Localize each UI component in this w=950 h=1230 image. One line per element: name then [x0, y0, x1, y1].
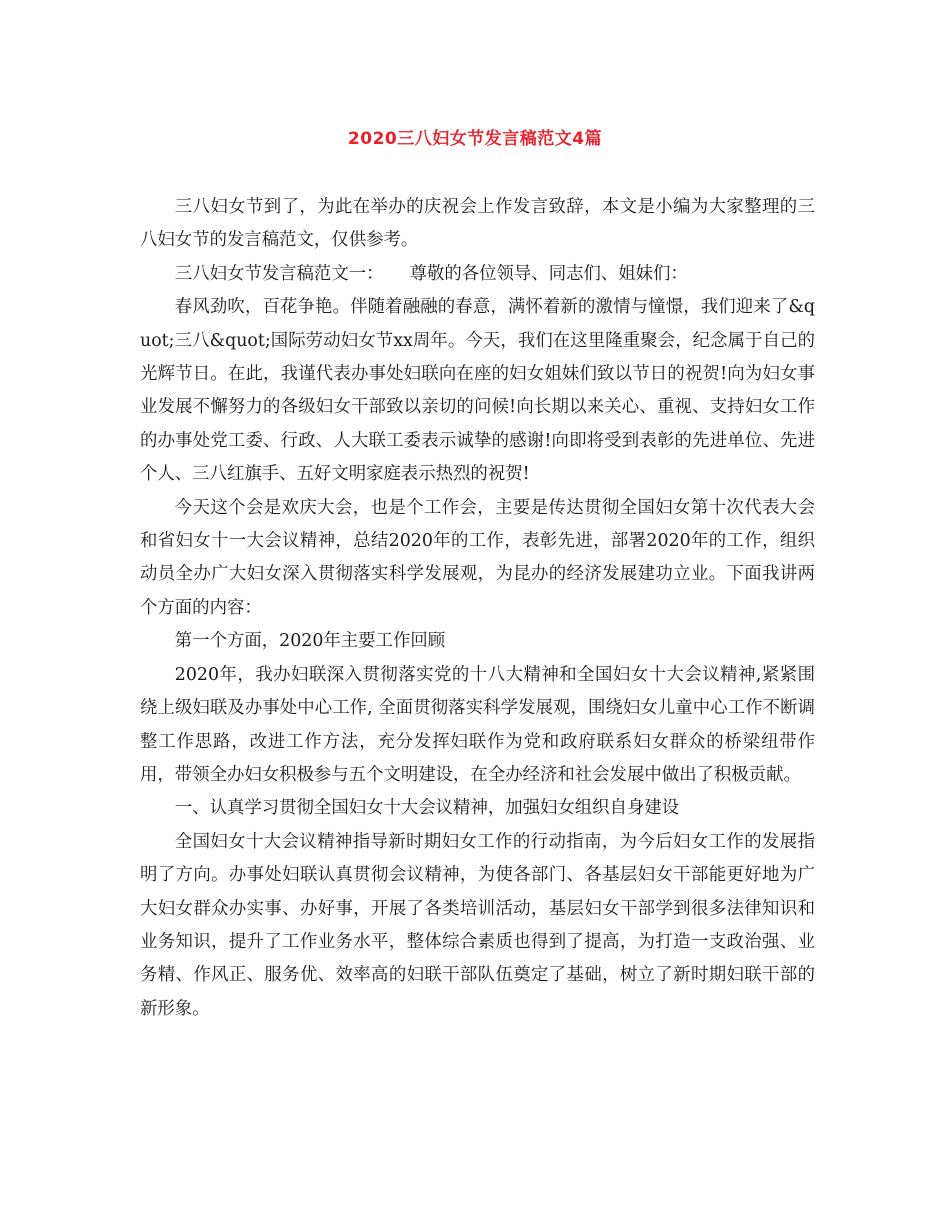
document-body	[140, 191, 815, 1026]
paragraph-section-one-heading: 第一个方面，2020年主要工作回顾	[174, 631, 446, 652]
paragraph-intro: 三八妇女节到了，为此在举办的庆祝会上作发言致辞，本文是小编为大家整理的三八妇女节的发言稿范文，仅供参考。	[140, 197, 815, 251]
document-title: 2020三八妇女节发言稿范文4篇	[347, 129, 603, 149]
paragraph-meeting: 今天这个会是欢庆大会，也是个工作会，主要是传达贯彻全国妇女第十次代表大会和省妇女十一大会议精神，总结2020年的工作，表彰先进，部署2020年的工作，组织动员全办广大妇女深入贯彻落实科学发展观，为昆办的经济发展建功立业。下面我讲两个方面的内容：	[140, 497, 815, 618]
paragraph-study: 全国妇女十大会议精神指导新时期妇女工作的行动指南，为今后妇女工作的发展指明了方向。办事处妇联认真贯彻会议精神，为使各部门、各基层妇女干部能更好地为广大妇女群众办实事、办好事，开展了各类培训活动，基层妇女干部学到很多法律知识和业务知识，提升了工作业务水平，整体综合素质也得到了提高，为打造一支政治强、业务精、作风正、服务优、效率高的妇联干部队伍奠定了基础，树立了新时期妇联干部的新形象。	[140, 831, 815, 1019]
paragraph-subheading-one: 一、认真学习贯彻全国妇女十大会议精神，加强妇女组织自身建设	[174, 798, 680, 819]
paragraph-greeting: 春风劲吹，百花争艳。伴随着融融的春意，满怀着新的激情与憧憬，我们迎来了&quot;三八&quot;国际劳动妇女节xx周年。今天，我们在这里隆重聚会，纪念属于自己的光辉节日。在此，我谨代表办事处妇联向在座的妇女姐妹们致以节日的祝贺!向为妇女事业发展不懈努力的各级妇女干部致以亲切的问候!向长期以来关心、重视、支持妇女工作的办事处党工委、行政、人大联工委表示诚挚的感谢!向即将受到表彰的先进单位、先进个人、三八红旗手、五好文明家庭表示热烈的祝贺!	[140, 297, 815, 485]
paragraph-sample-one-heading: 三八妇女节发言稿范文一： 尊敬的各位领导、同志们、姐妹们：	[174, 263, 688, 284]
paragraph-review: 2020年，我办妇联深入贯彻落实党的十八大精神和全国妇女十大会议精神,紧紧围绕上级妇联及办事处中心工作, 全面贯彻落实科学发展观，围绕妇女儿童中心工作不断调整工作思路，改进工作方法，充分发挥妇联作为党和政府联系妇女群众的桥梁纽带作用，带领全办妇女积极参与五个文明建设，在全办经济和社会发展中做出了积极贡献。	[140, 664, 815, 785]
